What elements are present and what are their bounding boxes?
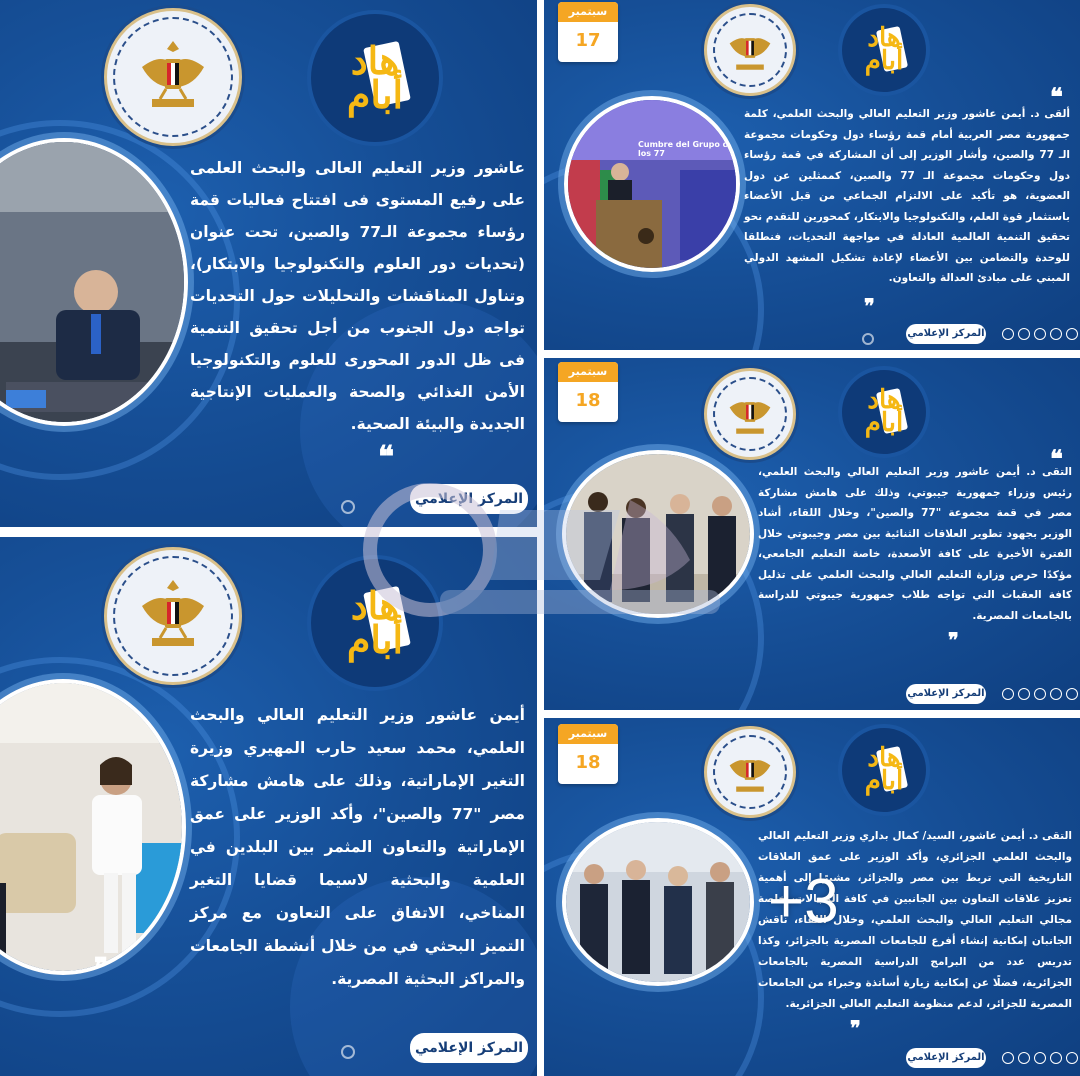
telegram-icon xyxy=(1066,1052,1078,1064)
page-indicator-dot xyxy=(341,500,355,514)
facebook-icon xyxy=(1002,1052,1014,1064)
brand-logo: هاد أبام xyxy=(307,10,443,146)
telegram-icon xyxy=(1066,328,1078,340)
instagram-icon xyxy=(1018,1052,1030,1064)
social-icons xyxy=(1002,688,1078,700)
quote-icon: ❞ xyxy=(948,628,959,652)
calendar-month: سبتمبر xyxy=(558,362,618,382)
media-center-badge: المركز الإعلامي xyxy=(410,1033,528,1063)
media-center-badge: المركز الإعلامي xyxy=(410,484,528,514)
quote-icon: ❞ xyxy=(850,1016,861,1040)
calendar-day: 18 xyxy=(575,390,601,411)
twitter-icon xyxy=(1050,688,1062,700)
brand-logo: هاد أبام xyxy=(838,366,930,458)
post-body-text: التقى د. أيمن عاشور وزير التعليم العالي والبحث العلمي، رئيس وزراء جمهورية جيبوتي، وذلك على هامش مشاركة مصر في قمة مجموعة "77 والصين"، وخلال اللقاء، أشاد الوزير بجهود تطوير العلاقات الثنائية بين مصر وجيبوتي خلال الفترة الأخيرة على كافة الأصعدة، خاصة التعليم الجامعي، مؤكدًا حرص وزارة التعليم العالي والبحث العلمي على تذليل كافة العقبات التي تواجه طلاب جمهورية جيبوتي للدراسة بالجامعات المصرية. xyxy=(758,466,1072,622)
youtube-icon xyxy=(1034,688,1046,700)
telegram-icon xyxy=(1066,688,1078,700)
media-center-badge: المركز الإعلامي xyxy=(906,1048,986,1068)
quote-icon: ❝ xyxy=(1050,82,1063,111)
date-calendar xyxy=(558,2,618,62)
calendar-month: سبتمبر xyxy=(558,724,618,744)
more-images-count[interactable]: +3 xyxy=(768,867,839,936)
post-card-mid-right[interactable] xyxy=(544,358,1080,710)
brand-logo: هاد أبام xyxy=(307,555,443,691)
social-icons xyxy=(1002,1052,1078,1064)
ministry-logo xyxy=(104,8,242,146)
twitter-icon xyxy=(1050,328,1062,340)
post-photo[interactable] xyxy=(564,96,740,272)
ministry-logo xyxy=(704,726,796,818)
youtube-icon xyxy=(1034,328,1046,340)
quote-icon: ❝ xyxy=(1050,444,1063,473)
post-body-text: ألقى د. أيمن عاشور وزير التعليم العالي والبحث العلمي، كلمة جمهورية مصر العربية أمام قمة رؤساء دول وحكومات مجموعة الـ 77 والصين، وأشار الوزير إلى أن المشاركة في قمة رؤساء دول وحكومات مجموعة الـ 77 والصين، كممثلين عن دول العضوية، هو تأكيد على الالتزام الجماعي من قبل الأعضاء باستثمار قوة العلم، والتكنولوجيا والابتكار، كمحورين للتقدم نحو تحقيق التنمية العالمية العادلة في مواجهة التحديات، فنطلقا للوحدة والتضامن بين الأعضاء لإعادة تشكيل المشهد الدولي المبني على مبادئ العدالة والتعاون. xyxy=(744,108,1071,284)
post-photo[interactable] xyxy=(562,450,754,618)
facebook-icon xyxy=(1002,328,1014,340)
brand-logo: هاد أبام xyxy=(838,724,930,816)
ministry-logo xyxy=(104,547,242,685)
eagle-emblem-icon xyxy=(138,37,208,117)
post-card-bottom-left[interactable] xyxy=(0,537,537,1076)
quote-icon: ❞ xyxy=(864,294,875,318)
eagle-emblem-icon xyxy=(138,576,208,656)
quote-icon: ❞ xyxy=(94,953,108,983)
ministry-logo xyxy=(704,368,796,460)
brand-logo: هاد أبام xyxy=(838,4,930,96)
post-card-top-left[interactable] xyxy=(0,0,537,527)
youtube-icon xyxy=(1034,1052,1046,1064)
date-calendar xyxy=(558,362,618,422)
calendar-day: 17 xyxy=(575,30,601,51)
calendar-month: سبتمبر xyxy=(558,2,618,22)
media-center-badge: المركز الإعلامي xyxy=(906,684,986,704)
twitter-icon xyxy=(1050,1052,1062,1064)
media-center-badge: المركز الإعلامي xyxy=(906,324,986,344)
post-photo[interactable] xyxy=(562,818,754,986)
photo-caption: Cumbre del Grupo de los 77 xyxy=(638,140,734,158)
calendar-day: 18 xyxy=(575,752,601,773)
post-body-text: عاشور وزير التعليم العالى والبحث العلمى على رفيع المستوى فى افتتاح فعاليات قمة رؤساء مجموعة الـ77 والصين، تحت عنوان (تحديات دور العلوم والتكنولوجيا والابتكار)، وتناول المناقشات والتحليلات حول التحديات تواجه دول الجنوب من أجل تحقيق التنمية فى ظل الدور المحورى للعلوم والتكنولوجيا الأمن الغذائي والصحة والعمليات الإنتاجية الجديدة والبيئة الصحية. xyxy=(190,159,526,433)
instagram-icon xyxy=(1018,688,1030,700)
page-indicator-dot xyxy=(862,333,874,345)
instagram-icon xyxy=(1018,328,1030,340)
page-indicator-dot xyxy=(341,1045,355,1059)
post-card-top-right[interactable] xyxy=(544,0,1080,350)
post-body-text: التقى د. أيمن عاشور، السيد/ كمال بداري وزير التعليم العالي والبحث العلمي الجزائري، وأكد الوزير على عمق العلاقات التاريخية التي تربط بين مصر والجزائر، مشيرًا إلى أهمية تعزيز علاقات التعاون بين الجانبين في كافة المجالات، خاصة مجالي التعليم العالي والبحث العلمي، وخلال اللقاء، ناقش الجانبان إمكانية إنشاء أفرع للجامعات المصرية بالجزائر، وكذا تدريس عدد من البرامج الدراسية المصرية بالجامعات الجزائرية، فضلًا عن إمكانية زيارة أساتذة وخبراء من الجامعات المصرية للجزائر، لدعم منظومة التعليم العالي الجزائرية. xyxy=(758,830,1072,1010)
date-calendar xyxy=(558,724,618,784)
facebook-icon xyxy=(1002,688,1014,700)
quote-icon: ❝ xyxy=(378,440,395,475)
ministry-logo xyxy=(704,4,796,96)
social-icons xyxy=(1002,328,1078,340)
post-body-text: أيمن عاشور وزير التعليم العالي والبحث العلمي، محمد سعيد حارب المهيري وزيرة التغير الإماراتية، وذلك على هامش مشاركة مصر "77 والصين"، وأكد الوزير على عمق الإماراتية والتعاون المثمر بين البلدين في العلمية والبحثية لاسيما قضايا التغير المناخي، الاتفاق على التعاون مع مركز التميز البحثي في من خلال أنشطة الجامعات والمراكز البحثية المصرية. xyxy=(190,706,525,988)
